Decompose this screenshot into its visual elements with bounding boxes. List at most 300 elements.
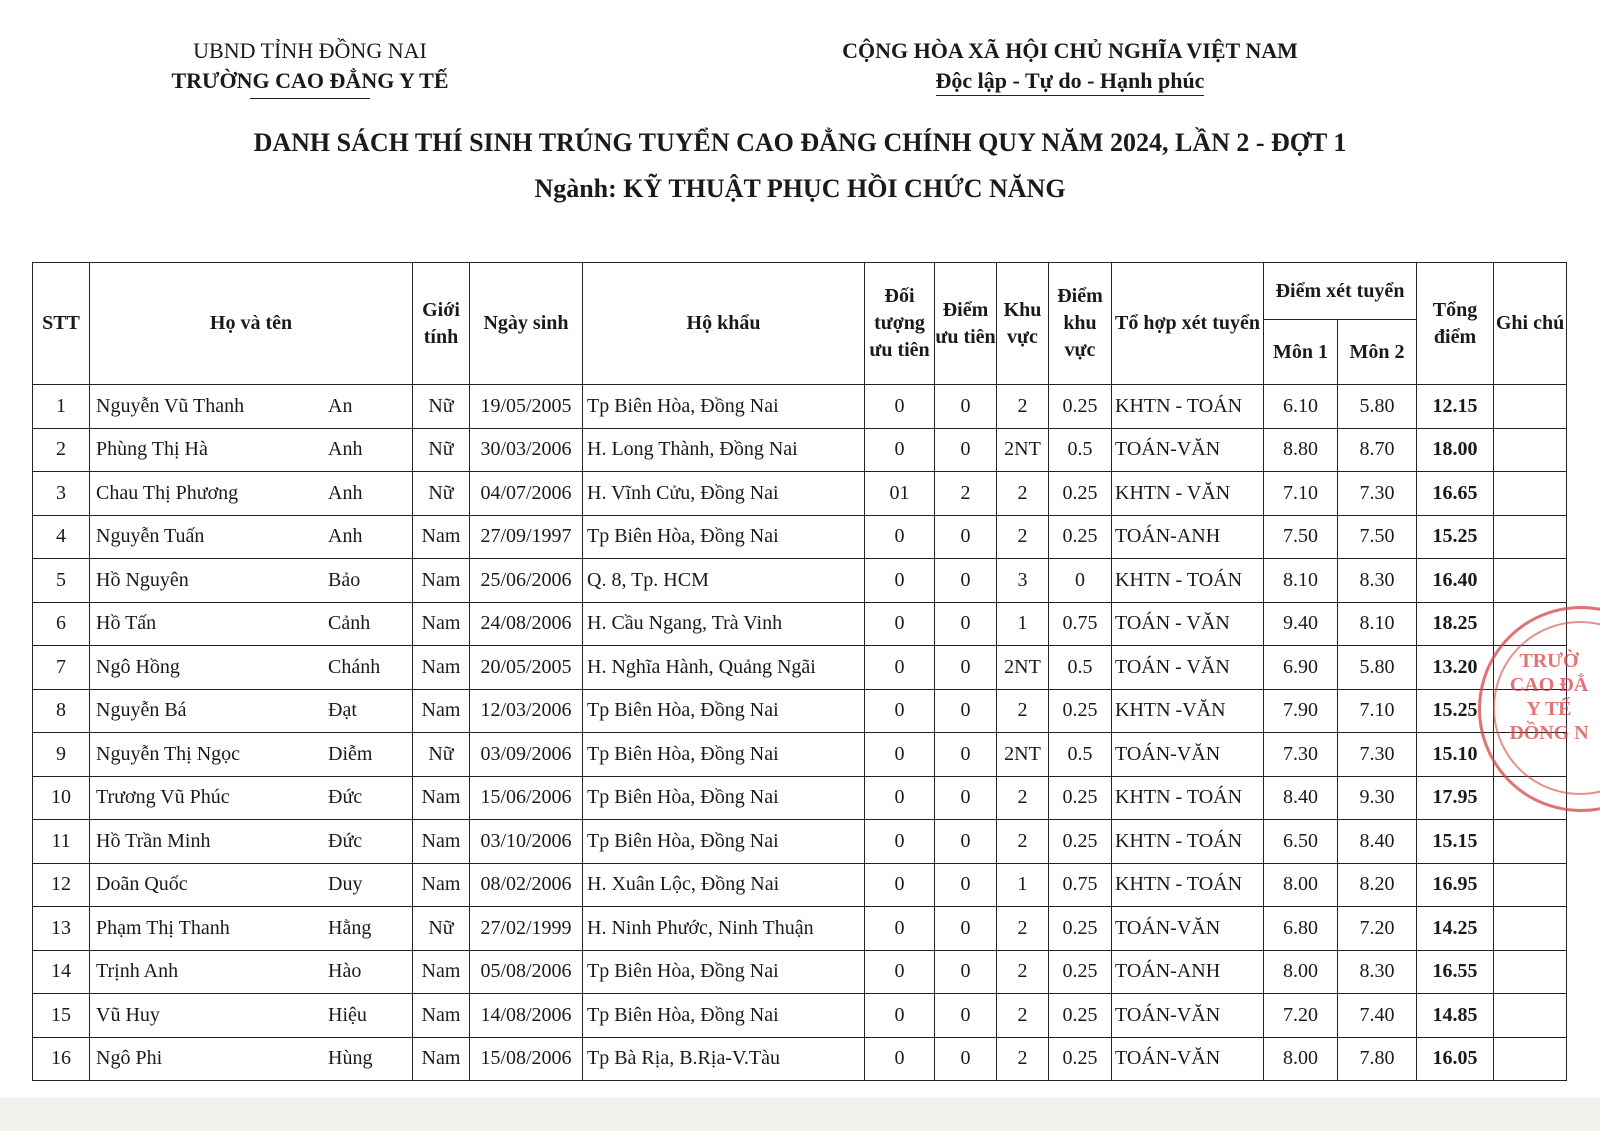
- header-priority-object: Đối tượng ưu tiên: [865, 263, 935, 385]
- cell-subject-2: 7.40: [1338, 994, 1417, 1038]
- cell-total: 15.25: [1417, 689, 1494, 733]
- cell-priority-points: 0: [935, 515, 997, 559]
- cell-region: 2NT: [997, 428, 1049, 472]
- cell-note: [1494, 994, 1567, 1038]
- table-row: [33, 646, 1567, 690]
- cell-last-name: Trịnh Anh: [96, 960, 179, 983]
- cell-total: 14.85: [1417, 994, 1494, 1038]
- cell-total: 16.05: [1417, 1037, 1494, 1081]
- table-row: [33, 820, 1567, 864]
- cell-priority-object: 0: [865, 385, 935, 429]
- cell-priority-points: 0: [935, 863, 997, 907]
- cell-dob: 05/08/2006: [470, 950, 583, 994]
- cell-dob: 24/08/2006: [470, 602, 583, 646]
- cell-priority-object: 0: [865, 776, 935, 820]
- cell-dob: 15/06/2006: [470, 776, 583, 820]
- header-address: Hộ khẩu: [583, 263, 865, 385]
- national-name: CỘNG HÒA XÃ HỘI CHỦ NGHĨA VIỆT NAM: [842, 38, 1298, 63]
- table-row: [33, 863, 1567, 907]
- cell-combination: TOÁN - VĂN: [1112, 602, 1264, 646]
- cell-priority-object: 0: [865, 646, 935, 690]
- cell-total: 13.20: [1417, 646, 1494, 690]
- cell-subject-2: 5.80: [1338, 646, 1417, 690]
- cell-priority-points: 0: [935, 820, 997, 864]
- cell-name: [90, 689, 413, 733]
- issuer-block: [150, 36, 470, 99]
- cell-subject-1: 9.40: [1264, 602, 1338, 646]
- cell-note: [1494, 776, 1567, 820]
- cell-priority-points: 0: [935, 776, 997, 820]
- official-seal-text: TRƯỜ CAO ĐẲ Y TẾ ĐỒNG N: [1509, 650, 1589, 744]
- cell-gender: Nam: [413, 1037, 470, 1081]
- cell-stt: 7: [33, 646, 90, 690]
- cell-region-points: 0.25: [1049, 1037, 1112, 1081]
- cell-first-name: Chánh: [328, 655, 381, 678]
- cell-address: H. Vĩnh Cửu, Đồng Nai: [583, 472, 865, 516]
- cell-subject-2: 7.50: [1338, 515, 1417, 559]
- cell-total: 16.65: [1417, 472, 1494, 516]
- cell-subject-1: 8.40: [1264, 776, 1338, 820]
- cell-gender: Nam: [413, 559, 470, 603]
- cell-name: [90, 907, 413, 951]
- national-motto: Độc lập - Tự do - Hạnh phúc: [936, 67, 1205, 96]
- cell-subject-2: 8.10: [1338, 602, 1417, 646]
- cell-last-name: Ngô Phi: [96, 1047, 163, 1070]
- cell-stt: 5: [33, 559, 90, 603]
- cell-first-name: Cảnh: [328, 612, 371, 635]
- table-row: [33, 602, 1567, 646]
- cell-dob: 20/05/2005: [470, 646, 583, 690]
- cell-note: [1494, 472, 1567, 516]
- cell-priority-object: 0: [865, 689, 935, 733]
- cell-subject-1: 8.80: [1264, 428, 1338, 472]
- cell-region: 2: [997, 1037, 1049, 1081]
- cell-dob: 19/05/2005: [470, 385, 583, 429]
- cell-stt: 3: [33, 472, 90, 516]
- cell-combination: KHTN - TOÁN: [1112, 385, 1264, 429]
- cell-priority-object: 0: [865, 994, 935, 1038]
- cell-total: 15.25: [1417, 515, 1494, 559]
- cell-first-name: Anh: [328, 525, 363, 548]
- cell-subject-2: 7.30: [1338, 733, 1417, 777]
- cell-priority-object: 0: [865, 515, 935, 559]
- cell-stt: 14: [33, 950, 90, 994]
- cell-priority-points: 0: [935, 646, 997, 690]
- cell-last-name: Ngô Hồng: [96, 655, 180, 678]
- cell-name: [90, 602, 413, 646]
- cell-subject-1: 8.00: [1264, 1037, 1338, 1081]
- cell-last-name: Hồ Nguyên: [96, 568, 189, 591]
- cell-last-name: Vũ Huy: [96, 1003, 160, 1026]
- cell-priority-points: 0: [935, 602, 997, 646]
- cell-address: H. Long Thành, Đồng Nai: [583, 428, 865, 472]
- cell-name: [90, 428, 413, 472]
- cell-combination: KHTN - TOÁN: [1112, 820, 1264, 864]
- cell-gender: Nữ: [413, 907, 470, 951]
- cell-address: H. Ninh Phước, Ninh Thuận: [583, 907, 865, 951]
- cell-stt: 12: [33, 863, 90, 907]
- table-row: [33, 515, 1567, 559]
- cell-name: [90, 994, 413, 1038]
- cell-address: Tp Biên Hòa, Đồng Nai: [583, 733, 865, 777]
- cell-first-name: An: [328, 394, 353, 417]
- cell-address: H. Nghĩa Hành, Quảng Ngãi: [583, 646, 865, 690]
- table-row: [33, 472, 1567, 516]
- cell-region-points: 0.25: [1049, 776, 1112, 820]
- cell-subject-1: 6.50: [1264, 820, 1338, 864]
- issuer-school: TRƯỜNG CAO ĐẲNG Y TẾ: [171, 68, 449, 93]
- cell-address: Tp Bà Rịa, B.Rịa-V.Tàu: [583, 1037, 865, 1081]
- header-combination: Tổ hợp xét tuyển: [1112, 263, 1264, 385]
- cell-subject-1: 8.00: [1264, 863, 1338, 907]
- cell-note: [1494, 559, 1567, 603]
- cell-address: Tp Biên Hòa, Đồng Nai: [583, 385, 865, 429]
- cell-region: 2: [997, 472, 1049, 516]
- cell-dob: 14/08/2006: [470, 994, 583, 1038]
- cell-note: [1494, 863, 1567, 907]
- cell-subject-2: 9.30: [1338, 776, 1417, 820]
- cell-region: 1: [997, 602, 1049, 646]
- cell-priority-object: 0: [865, 1037, 935, 1081]
- cell-subject-2: 8.20: [1338, 863, 1417, 907]
- table-row: [33, 733, 1567, 777]
- header-region-points: Điểm khu vực: [1049, 263, 1112, 385]
- header-region: Khu vực: [997, 263, 1049, 385]
- issuer-province: UBND TỈNH ĐỒNG NAI: [193, 38, 427, 63]
- cell-region: 2: [997, 994, 1049, 1038]
- cell-priority-points: 0: [935, 733, 997, 777]
- cell-name: [90, 863, 413, 907]
- cell-first-name: Hiệu: [328, 1003, 367, 1026]
- cell-first-name: Hào: [328, 960, 362, 983]
- cell-combination: TOÁN-ANH: [1112, 950, 1264, 994]
- cell-combination: TOÁN-ANH: [1112, 515, 1264, 559]
- cell-last-name: Hồ Tấn: [96, 612, 157, 635]
- cell-note: [1494, 1037, 1567, 1081]
- header-total: Tổng điểm: [1417, 263, 1494, 385]
- cell-dob: 12/03/2006: [470, 689, 583, 733]
- cell-address: Tp Biên Hòa, Đồng Nai: [583, 820, 865, 864]
- cell-priority-points: 0: [935, 559, 997, 603]
- issuer-underline: [250, 98, 370, 99]
- cell-region-points: 0.25: [1049, 950, 1112, 994]
- table-row: [33, 385, 1567, 429]
- cell-name: [90, 950, 413, 994]
- cell-combination: KHTN - TOÁN: [1112, 776, 1264, 820]
- cell-region: 1: [997, 863, 1049, 907]
- cell-stt: 2: [33, 428, 90, 472]
- cell-priority-object: 0: [865, 602, 935, 646]
- table-row: [33, 907, 1567, 951]
- cell-region: 2NT: [997, 733, 1049, 777]
- cell-dob: 03/09/2006: [470, 733, 583, 777]
- cell-address: Tp Biên Hòa, Đồng Nai: [583, 950, 865, 994]
- cell-stt: 8: [33, 689, 90, 733]
- header-stt: STT: [33, 263, 90, 385]
- cell-total: 16.40: [1417, 559, 1494, 603]
- cell-subject-2: 7.30: [1338, 472, 1417, 516]
- cell-subject-2: 8.30: [1338, 950, 1417, 994]
- cell-gender: Nam: [413, 689, 470, 733]
- national-header: [820, 36, 1320, 96]
- cell-address: Tp Biên Hòa, Đồng Nai: [583, 515, 865, 559]
- cell-region: 2NT: [997, 646, 1049, 690]
- table-row: [33, 689, 1567, 733]
- cell-region-points: 0.25: [1049, 907, 1112, 951]
- cell-priority-object: 0: [865, 428, 935, 472]
- cell-last-name: Nguyễn Tuấn: [96, 525, 205, 548]
- cell-note: [1494, 385, 1567, 429]
- cell-dob: 15/08/2006: [470, 1037, 583, 1081]
- cell-name: [90, 646, 413, 690]
- cell-region: 2: [997, 820, 1049, 864]
- cell-gender: Nữ: [413, 428, 470, 472]
- cell-note: [1494, 428, 1567, 472]
- cell-region-points: 0.25: [1049, 472, 1112, 516]
- cell-region-points: 0.25: [1049, 994, 1112, 1038]
- cell-first-name: Đức: [328, 829, 363, 852]
- table-row: [33, 950, 1567, 994]
- cell-priority-points: 0: [935, 385, 997, 429]
- table-row: [33, 428, 1567, 472]
- cell-combination: KHTN - VĂN: [1112, 472, 1264, 516]
- cell-combination: KHTN - TOÁN: [1112, 863, 1264, 907]
- header-scores: Điểm xét tuyển: [1264, 263, 1417, 320]
- cell-region-points: 0.5: [1049, 646, 1112, 690]
- cell-combination: TOÁN-VĂN: [1112, 1037, 1264, 1081]
- cell-region-points: 0.5: [1049, 428, 1112, 472]
- cell-gender: Nam: [413, 820, 470, 864]
- cell-last-name: Nguyễn Bá: [96, 699, 187, 722]
- cell-subject-1: 8.10: [1264, 559, 1338, 603]
- cell-first-name: Hằng: [328, 916, 372, 939]
- cell-priority-points: 0: [935, 428, 997, 472]
- header-note: Ghi chú: [1494, 263, 1567, 385]
- header-priority-points: Điểm ưu tiên: [935, 263, 997, 385]
- cell-first-name: Bảo: [328, 568, 361, 591]
- cell-first-name: Đạt: [328, 699, 357, 722]
- cell-total: 16.95: [1417, 863, 1494, 907]
- cell-subject-2: 5.80: [1338, 385, 1417, 429]
- cell-gender: Nữ: [413, 472, 470, 516]
- cell-subject-2: 7.10: [1338, 689, 1417, 733]
- cell-total: 12.15: [1417, 385, 1494, 429]
- cell-priority-points: 0: [935, 994, 997, 1038]
- cell-note: [1494, 907, 1567, 951]
- cell-name: [90, 733, 413, 777]
- document-subtitle: Ngành: KỸ THUẬT PHỤC HỒI CHỨC NĂNG: [534, 174, 1066, 203]
- cell-combination: TOÁN-VĂN: [1112, 907, 1264, 951]
- cell-combination: KHTN - TOÁN: [1112, 559, 1264, 603]
- cell-priority-object: 0: [865, 559, 935, 603]
- cell-priority-object: 0: [865, 820, 935, 864]
- table-row: [33, 559, 1567, 603]
- cell-region: 2: [997, 776, 1049, 820]
- cell-dob: 30/03/2006: [470, 428, 583, 472]
- cell-gender: Nam: [413, 602, 470, 646]
- cell-gender: Nam: [413, 776, 470, 820]
- cell-last-name: Chau Thị Phương: [96, 481, 239, 504]
- cell-last-name: Nguyễn Thị Ngọc: [96, 742, 241, 765]
- cell-stt: 16: [33, 1037, 90, 1081]
- cell-region-points: 0.5: [1049, 733, 1112, 777]
- cell-dob: 27/09/1997: [470, 515, 583, 559]
- cell-region: 2: [997, 515, 1049, 559]
- cell-region-points: 0: [1049, 559, 1112, 603]
- cell-total: 15.15: [1417, 820, 1494, 864]
- cell-subject-1: 7.10: [1264, 472, 1338, 516]
- cell-name: [90, 472, 413, 516]
- cell-name: [90, 820, 413, 864]
- cell-address: H. Xuân Lộc, Đồng Nai: [583, 863, 865, 907]
- cell-subject-2: 8.30: [1338, 559, 1417, 603]
- cell-gender: Nam: [413, 994, 470, 1038]
- cell-last-name: Trương Vũ Phúc: [96, 786, 230, 809]
- cell-note: [1494, 515, 1567, 559]
- admission-table: [32, 262, 1567, 1081]
- cell-first-name: Duy: [328, 873, 363, 896]
- cell-first-name: Anh: [328, 438, 363, 461]
- cell-address: Tp Biên Hòa, Đồng Nai: [583, 994, 865, 1038]
- cell-address: Tp Biên Hòa, Đồng Nai: [583, 776, 865, 820]
- cell-total: 18.25: [1417, 602, 1494, 646]
- cell-total: 14.25: [1417, 907, 1494, 951]
- cell-address: H. Cầu Ngang, Trà Vinh: [583, 602, 865, 646]
- cell-region-points: 0.75: [1049, 602, 1112, 646]
- cell-region: 2: [997, 385, 1049, 429]
- cell-note: [1494, 602, 1567, 646]
- cell-priority-points: 0: [935, 950, 997, 994]
- header-gender: Giới tính: [413, 263, 470, 385]
- cell-subject-1: 8.00: [1264, 950, 1338, 994]
- cell-region-points: 0.25: [1049, 689, 1112, 733]
- cell-first-name: Đức: [328, 786, 363, 809]
- cell-total: 18.00: [1417, 428, 1494, 472]
- cell-subject-1: 7.30: [1264, 733, 1338, 777]
- cell-gender: Nữ: [413, 733, 470, 777]
- cell-combination: TOÁN - VĂN: [1112, 646, 1264, 690]
- cell-subject-1: 6.10: [1264, 385, 1338, 429]
- cell-note: [1494, 820, 1567, 864]
- cell-subject-2: 8.40: [1338, 820, 1417, 864]
- table-body: [33, 385, 1567, 1081]
- table-row: [33, 1037, 1567, 1081]
- cell-last-name: Hồ Trần Minh: [96, 829, 211, 852]
- cell-first-name: Diễm: [328, 742, 373, 765]
- cell-priority-object: 0: [865, 733, 935, 777]
- cell-dob: 27/02/1999: [470, 907, 583, 951]
- cell-combination: TOÁN-VĂN: [1112, 733, 1264, 777]
- cell-stt: 10: [33, 776, 90, 820]
- cell-priority-object: 0: [865, 863, 935, 907]
- cell-gender: Nam: [413, 515, 470, 559]
- document-title: DANH SÁCH THÍ SINH TRÚNG TUYỂN CAO ĐẲNG CHÍNH QUY NĂM 2024, LẦN 2 - ĐỢT 1: [253, 128, 1347, 157]
- cell-note: [1494, 733, 1567, 777]
- cell-name: [90, 776, 413, 820]
- cell-region: 2: [997, 689, 1049, 733]
- cell-address: Q. 8, Tp. HCM: [583, 559, 865, 603]
- cell-region: 3: [997, 559, 1049, 603]
- cell-region: 2: [997, 907, 1049, 951]
- cell-last-name: Nguyễn Vũ Thanh: [96, 394, 245, 417]
- cell-priority-points: 0: [935, 1037, 997, 1081]
- cell-name: [90, 559, 413, 603]
- cell-region-points: 0.25: [1049, 515, 1112, 559]
- cell-priority-object: 01: [865, 472, 935, 516]
- cell-note: [1494, 646, 1567, 690]
- cell-name: [90, 385, 413, 429]
- cell-stt: 6: [33, 602, 90, 646]
- cell-note: [1494, 689, 1567, 733]
- cell-dob: 03/10/2006: [470, 820, 583, 864]
- cell-address: Tp Biên Hòa, Đồng Nai: [583, 689, 865, 733]
- cell-combination: TOÁN-VĂN: [1112, 994, 1264, 1038]
- header-subject-2: Môn 2: [1338, 320, 1417, 385]
- cell-total: 16.55: [1417, 950, 1494, 994]
- cell-combination: KHTN -VĂN: [1112, 689, 1264, 733]
- cell-priority-object: 0: [865, 907, 935, 951]
- cell-region-points: 0.25: [1049, 820, 1112, 864]
- cell-first-name: Anh: [328, 481, 363, 504]
- cell-region: 2: [997, 950, 1049, 994]
- cell-stt: 4: [33, 515, 90, 559]
- cell-subject-2: 7.80: [1338, 1037, 1417, 1081]
- cell-subject-2: 8.70: [1338, 428, 1417, 472]
- cell-last-name: Phạm Thị Thanh: [96, 916, 230, 939]
- cell-stt: 11: [33, 820, 90, 864]
- table-row: [33, 776, 1567, 820]
- cell-priority-object: 0: [865, 950, 935, 994]
- cell-combination: TOÁN-VĂN: [1112, 428, 1264, 472]
- cell-region-points: 0.25: [1049, 385, 1112, 429]
- cell-subject-2: 7.20: [1338, 907, 1417, 951]
- cell-name: [90, 1037, 413, 1081]
- cell-first-name: Hùng: [328, 1047, 373, 1070]
- cell-gender: Nữ: [413, 385, 470, 429]
- cell-priority-points: 0: [935, 689, 997, 733]
- cell-priority-points: 2: [935, 472, 997, 516]
- cell-subject-1: 7.50: [1264, 515, 1338, 559]
- cell-subject-1: 6.90: [1264, 646, 1338, 690]
- cell-last-name: Phùng Thị Hà: [96, 438, 208, 461]
- cell-note: [1494, 950, 1567, 994]
- cell-dob: 25/06/2006: [470, 559, 583, 603]
- cell-priority-points: 0: [935, 907, 997, 951]
- cell-dob: 08/02/2006: [470, 863, 583, 907]
- table-row: [33, 994, 1567, 1038]
- cell-region-points: 0.75: [1049, 863, 1112, 907]
- cell-stt: 1: [33, 385, 90, 429]
- cell-last-name: Doãn Quốc: [96, 873, 188, 896]
- cell-stt: 13: [33, 907, 90, 951]
- header-dob: Ngày sinh: [470, 263, 583, 385]
- page-bottom-edge: [0, 1098, 1600, 1131]
- cell-stt: 9: [33, 733, 90, 777]
- header-subject-1: Môn 1: [1264, 320, 1338, 385]
- header-name: Họ và tên: [90, 263, 413, 385]
- cell-subject-1: 7.20: [1264, 994, 1338, 1038]
- cell-gender: Nam: [413, 863, 470, 907]
- cell-gender: Nam: [413, 950, 470, 994]
- cell-gender: Nam: [413, 646, 470, 690]
- cell-stt: 15: [33, 994, 90, 1038]
- cell-dob: 04/07/2006: [470, 472, 583, 516]
- cell-subject-1: 6.80: [1264, 907, 1338, 951]
- cell-subject-1: 7.90: [1264, 689, 1338, 733]
- cell-name: [90, 515, 413, 559]
- cell-total: 15.10: [1417, 733, 1494, 777]
- cell-total: 17.95: [1417, 776, 1494, 820]
